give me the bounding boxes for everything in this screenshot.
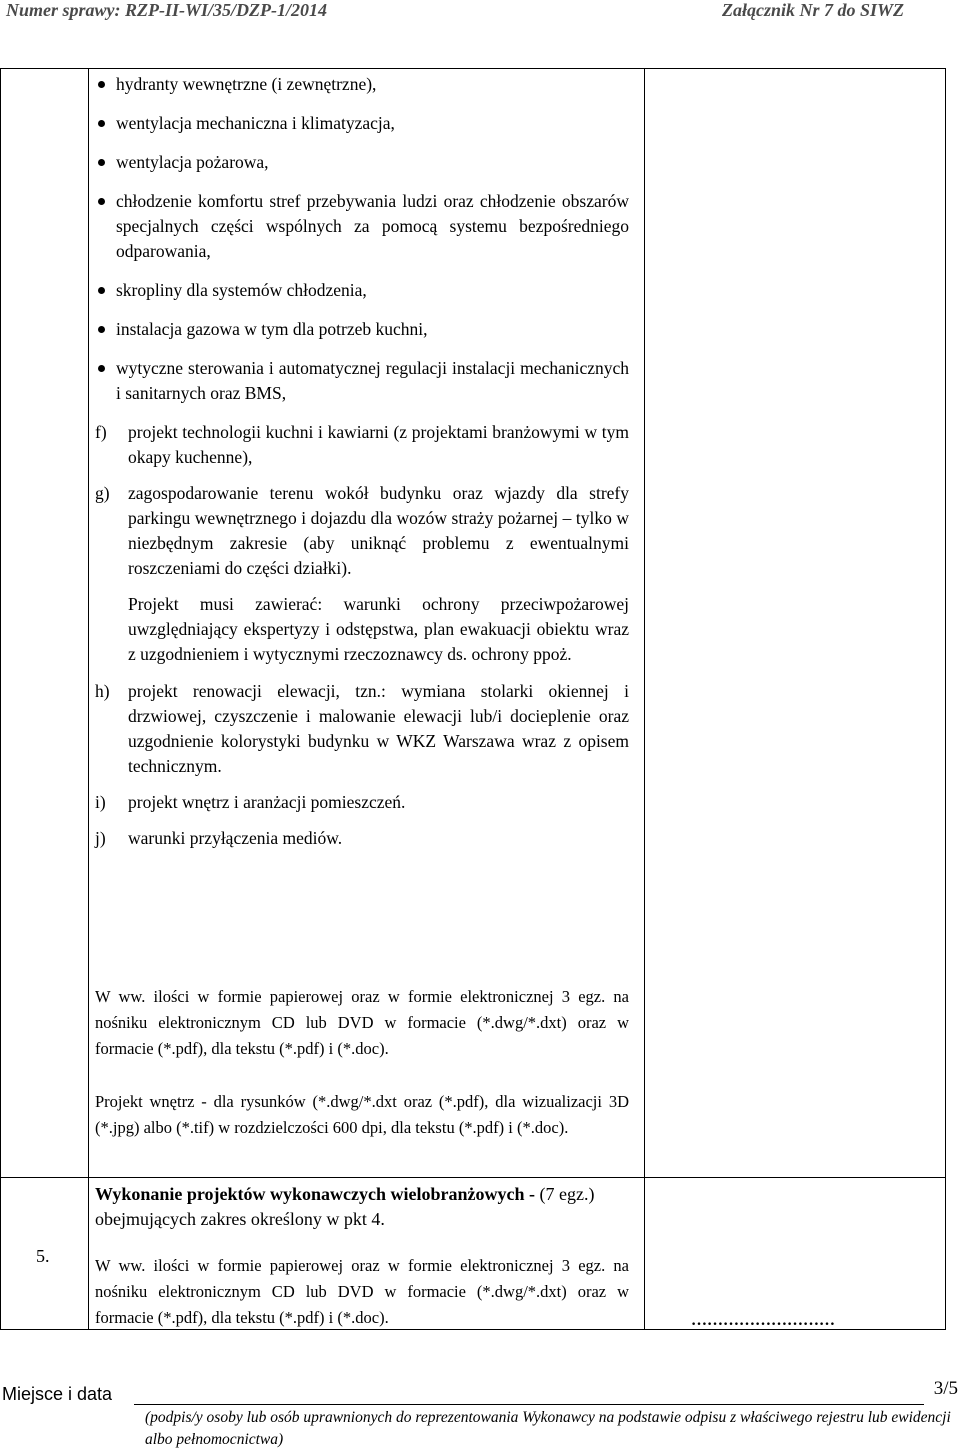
page-footer <box>0 1378 960 1448</box>
signature-line <box>134 1404 924 1405</box>
page-header <box>0 0 960 26</box>
installation-bullet-list <box>95 72 629 406</box>
item-label: h) <box>95 681 110 701</box>
item-g <box>95 481 629 581</box>
row5-title-rest: (7 egz.) obejmujących zakres określony w pkt 4. <box>95 1184 595 1229</box>
row-divider <box>0 1177 946 1178</box>
column-divider-1 <box>88 68 89 1330</box>
interior-formats-paragraph: Projekt wnętrz - dla rysunków (*.dwg/*.dxt oraz (*.pdf), dla wizualizacji 3D (*.jpg) albo (*.tif) w rozdzielczości 600 dpi, dla tekstu (*.pdf) i (*.doc). <box>95 1092 629 1137</box>
case-number: Numer sprawy: RZP-II-WI/35/DZP-1/2014 <box>6 0 327 20</box>
bullet-item: skropliny dla systemów chłodzenia, <box>95 278 629 303</box>
row5-description <box>95 1182 629 1331</box>
item-text: zagospodarowanie terenu wokół budynku oraz wjazdy dla strefy parkingu wewnętrznego i dojazdu dla wozów straży pożarnej – tylko w niezbędnym zakresie (aby uniknąć problemu z ewentualnymi roszczeniami do części działki). <box>128 483 629 578</box>
description-cell <box>95 72 629 862</box>
fire-protection-paragraph: Projekt musi zawierać: warunki ochrony przeciwpożarowej uwzględniający ekspertyzy i odstępstwa, plan ewakuacji obiektu wraz z uzgodnieniem i wytycznymi rzeczoznawcy ds. ochrony ppoż. <box>128 594 629 664</box>
bullet-item: hydranty wewnętrzne (i zewnętrzne), <box>95 72 629 97</box>
item-text: projekt renowacji elewacji, tzn.: wymiana stolarki okiennej i drzwiowej, czyszczenie i malowanie elewacji lub/i docieplenie oraz uzgodnienie kolorystyki budynku w WKZ Warszawa wraz z opisem technicznym. <box>128 681 629 776</box>
item-j <box>95 826 629 851</box>
bullet-item: wentylacja pożarowa, <box>95 150 629 175</box>
bullet-dot-icon <box>98 159 105 166</box>
item-label: f) <box>95 422 107 442</box>
table-border-left <box>0 68 1 1330</box>
item-text: projekt technologii kuchni i kawiarni (z projektami branżowymi w tym okapy kuchenne), <box>128 422 629 467</box>
bullet-item: wytyczne sterowania i automatycznej regulacji instalacji mechanicznych i sanitarnych oraz BMS, <box>95 356 629 406</box>
row5-copies-paragraph: W ww. ilości w formie papierowej oraz w formie elektronicznej 3 egz. na nośniku elektronicznym CD lub DVD w formacie (*.dwg/*.dxt) oraz w formacie (*.pdf), dla tekstu (*.pdf) i (*.doc). <box>95 1256 629 1327</box>
row-number: 5. <box>36 1246 50 1266</box>
item-text: projekt wnętrz i aranżacji pomieszczeń. <box>128 792 406 812</box>
bullet-dot-icon <box>98 365 105 372</box>
bullet-dot-icon <box>98 287 105 294</box>
column-divider-2 <box>644 68 645 1330</box>
signature-caption: (podpis/y osoby lub osób uprawnionych do reprezentowania Wykonawcy na podstawie odpisu z właściwego rejestru lub ewidencji albo pełnomocnictwa) <box>145 1409 951 1448</box>
price-placeholder: ……………………… <box>691 1312 835 1329</box>
page-number: 3/5 <box>933 1378 958 1399</box>
row5-title-bold: Wykonanie projektów wykonawczych wielobranżowych - <box>95 1184 535 1204</box>
place-date-label: Miejsce i data <box>2 1384 113 1404</box>
item-i <box>95 790 629 815</box>
item-f <box>95 420 629 470</box>
bullet-item: chłodzenie komfortu stref przebywania ludzi oraz chłodzenie obszarów specjalnych części wspólnych za pomocą systemu bezpośredniego odparowania, <box>95 189 629 264</box>
bullet-dot-icon <box>98 326 105 333</box>
bullet-item: instalacja gazowa w tym dla potrzeb kuchni, <box>95 317 629 342</box>
attachment-label: Załącznik Nr 7 do SIWZ <box>721 0 904 20</box>
bullet-dot-icon <box>98 198 105 205</box>
item-label: i) <box>95 792 106 812</box>
item-text: warunki przyłączenia mediów. <box>128 828 343 848</box>
item-h <box>95 679 629 779</box>
table-border-top <box>0 68 946 69</box>
bullet-dot-icon <box>98 120 105 127</box>
bullet-dot-icon <box>98 81 105 88</box>
bullet-item: wentylacja mechaniczna i klimatyzacja, <box>95 111 629 136</box>
copies-info <box>95 984 629 1141</box>
item-label: j) <box>95 828 106 848</box>
row5-title <box>95 1182 629 1232</box>
item-label: g) <box>95 483 110 503</box>
table-border-right <box>945 68 946 1330</box>
copies-paragraph: W ww. ilości w formie papierowej oraz w formie elektronicznej 3 egz. na nośniku elektronicznym CD lub DVD w formacie (*.dwg/*.dxt) oraz w formacie (*.pdf), dla tekstu (*.pdf) i (*.doc). <box>95 987 629 1058</box>
